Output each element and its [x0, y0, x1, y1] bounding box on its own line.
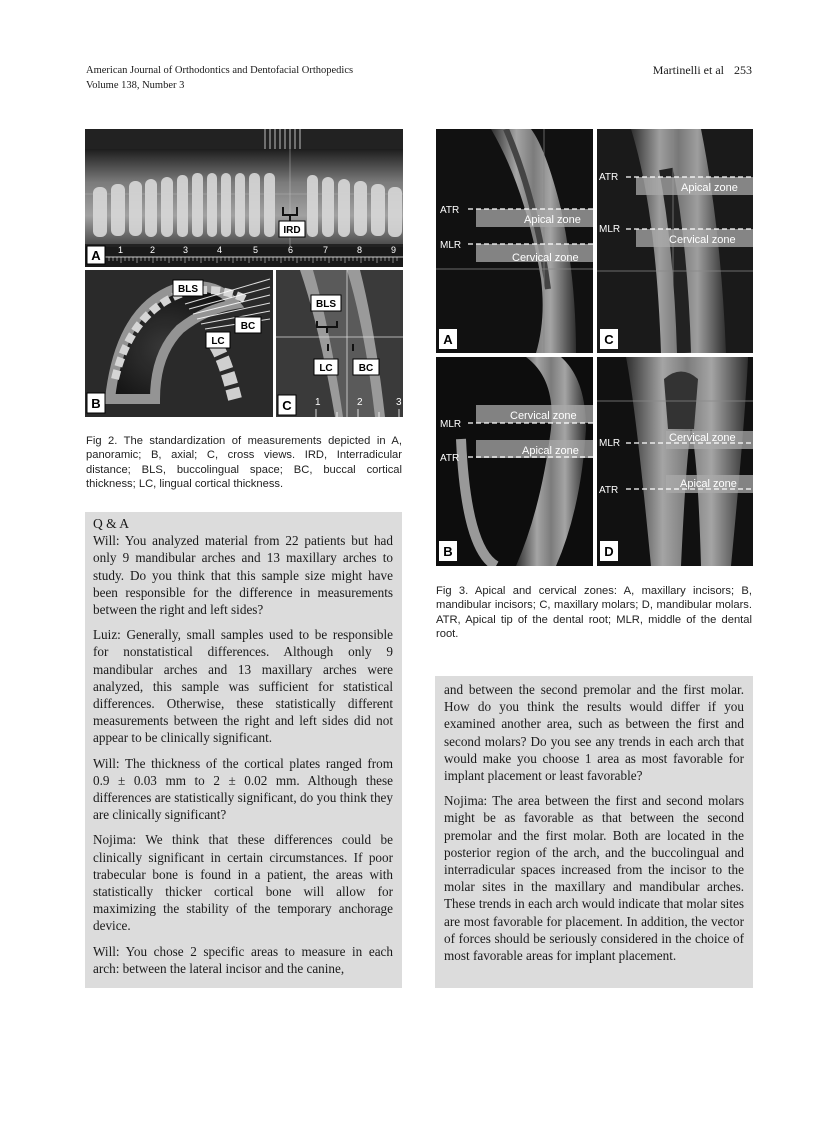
fig3-panel-label-a: A — [443, 332, 453, 347]
ruler-tick: 9 — [391, 245, 397, 255]
bc-label-axial: BC — [240, 321, 256, 332]
ruler-tick: 5 — [253, 245, 259, 255]
cervical-zone-a: Cervical zone — [512, 252, 579, 264]
qa-paragraph: Will: You chose 2 specific areas to measure in each arch: between the lateral incisor and the canine, — [93, 943, 393, 976]
cervical-zone-b: Cervical zone — [510, 410, 577, 422]
figure-3-caption: Fig 3. Apical and cervical zones: A, maxillary incisors; B, mandibular incisors; C, maxillary molars; D, mandibular molars. ATR, Apical tip of the dental root; MLR, middle of the dental root. — [436, 585, 752, 640]
ruler-tick: 1 — [118, 245, 124, 255]
cervical-zone-d: Cervical zone — [669, 432, 736, 444]
qa-paragraph: Nojima: The area between the first and second molars might be as favorable as that between the second premolar and the first molar. Both are located in the posterior region of the arch, and the buccolingual and interradicular spaces increased from the incisor to the molar sites in the maxillary and mandibular arches. These trends in each arch would indicate that molar sites are most favorable for placement. In addition, the vector of forces should be seriously considered in the choice of most favorable areas for implant placement. — [444, 793, 744, 964]
figure-2-caption: Fig 2. The standardization of measurements depicted in A, panoramic; B, axial; C, cross views. IRD, Interradicular distance; BLS, buccolingual space; BC, buccal cortical thickness; LC, lingual cortical thickness. — [86, 435, 402, 490]
atr-label-a: ATR — [440, 205, 460, 216]
apical-zone-b: Apical zone — [522, 445, 579, 457]
journal-name: American Journal of Orthodontics and Dentofacial Orthopedics — [86, 65, 354, 76]
ruler-tick: 3 — [396, 397, 402, 408]
lc-label-axial: LC — [211, 336, 225, 347]
qa-paragraph: Nojima: We think that these differences could be clinically significant in certain circumstances. If poor trabecular bone is found in a patient, the areas with statistically thicker cortical bone will allow for maximizing the stability of the temporary anchorage device. — [93, 832, 393, 934]
running-header-right — [653, 63, 752, 78]
running-header-left — [86, 63, 353, 93]
ruler-tick: 2 — [357, 397, 363, 408]
bls-label-axial: BLS — [178, 284, 198, 295]
ruler-tick: 7 — [323, 245, 329, 255]
fig3-panel-label-c: C — [604, 332, 614, 347]
cervical-zone-c: Cervical zone — [669, 234, 736, 246]
qa-paragraph: Luiz: Generally, small samples used to be responsible for nonstatistical differences. Although only 9 mandibular arches and 13 maxillary arches were analyzed, this sample was sufficient for statistical differences. Otherwise, these statistically different measurements between the right and left sides did not appear to be clinically significant. — [93, 627, 393, 746]
fig3-panel-label-d: D — [604, 544, 614, 559]
qa-box-left — [85, 512, 402, 988]
fig3-panel-label-b: B — [443, 544, 453, 559]
panel-label-b: B — [91, 396, 101, 411]
ruler-tick: 8 — [357, 245, 363, 255]
authors: Martinelli et al — [652, 63, 724, 77]
qa-title: Q & A — [93, 516, 130, 531]
apical-zone-d: Apical zone — [680, 478, 737, 490]
ird-label: IRD — [283, 225, 301, 236]
qa-paragraph: Will: You analyzed material from 22 patients but had only 9 mandibular arches and 13 maxillary arches to study. Do you think that this sample size might have been responsible for the difference in measurements between the right and left sides? — [93, 533, 393, 618]
ruler-tick: 6 — [288, 245, 294, 255]
panel-label-a: A — [91, 248, 101, 263]
journal-volume: Volume 138, Number 3 — [86, 80, 185, 91]
bls-label-cross: BLS — [316, 299, 336, 310]
bc-label-cross: BC — [358, 363, 374, 374]
page-number: 253 — [734, 63, 752, 77]
ruler-tick: 2 — [150, 245, 156, 255]
atr-label-c: ATR — [599, 172, 619, 183]
lc-label-cross: LC — [319, 363, 333, 374]
ruler-tick: 3 — [183, 245, 189, 255]
apical-zone-c: Apical zone — [681, 182, 738, 194]
qa-box-right — [435, 676, 753, 988]
atr-label-b: ATR — [440, 453, 460, 464]
atr-label-d: ATR — [599, 485, 619, 496]
qa-paragraph: Will: The thickness of the cortical plates ranged from 0.9 ± 0.03 mm to 2 ± 0.02 mm. Although these differences are statistically significant, do you think they are clinically significant? — [93, 755, 393, 823]
figure-2 — [85, 129, 403, 417]
figure-3-image — [436, 129, 753, 566]
figure-2-image — [85, 129, 403, 417]
ruler-tick: 4 — [217, 245, 223, 255]
mlr-label-a: MLR — [440, 240, 462, 251]
panel-label-c: C — [282, 398, 292, 413]
ruler-tick: 1 — [315, 397, 321, 408]
apical-zone-a: Apical zone — [524, 214, 581, 226]
mlr-label-d: MLR — [599, 438, 621, 449]
qa-paragraph: and between the second premolar and the first molar. How do you think the results would differ if you examined another area, such as between the first and second molars? Do you see any trends in each arch that would make you choose 1 area as most favorable for implant placement or least favorable? — [444, 682, 744, 784]
mlr-label-c: MLR — [599, 224, 621, 235]
mlr-label-b: MLR — [440, 419, 462, 430]
figure-3 — [436, 129, 753, 566]
